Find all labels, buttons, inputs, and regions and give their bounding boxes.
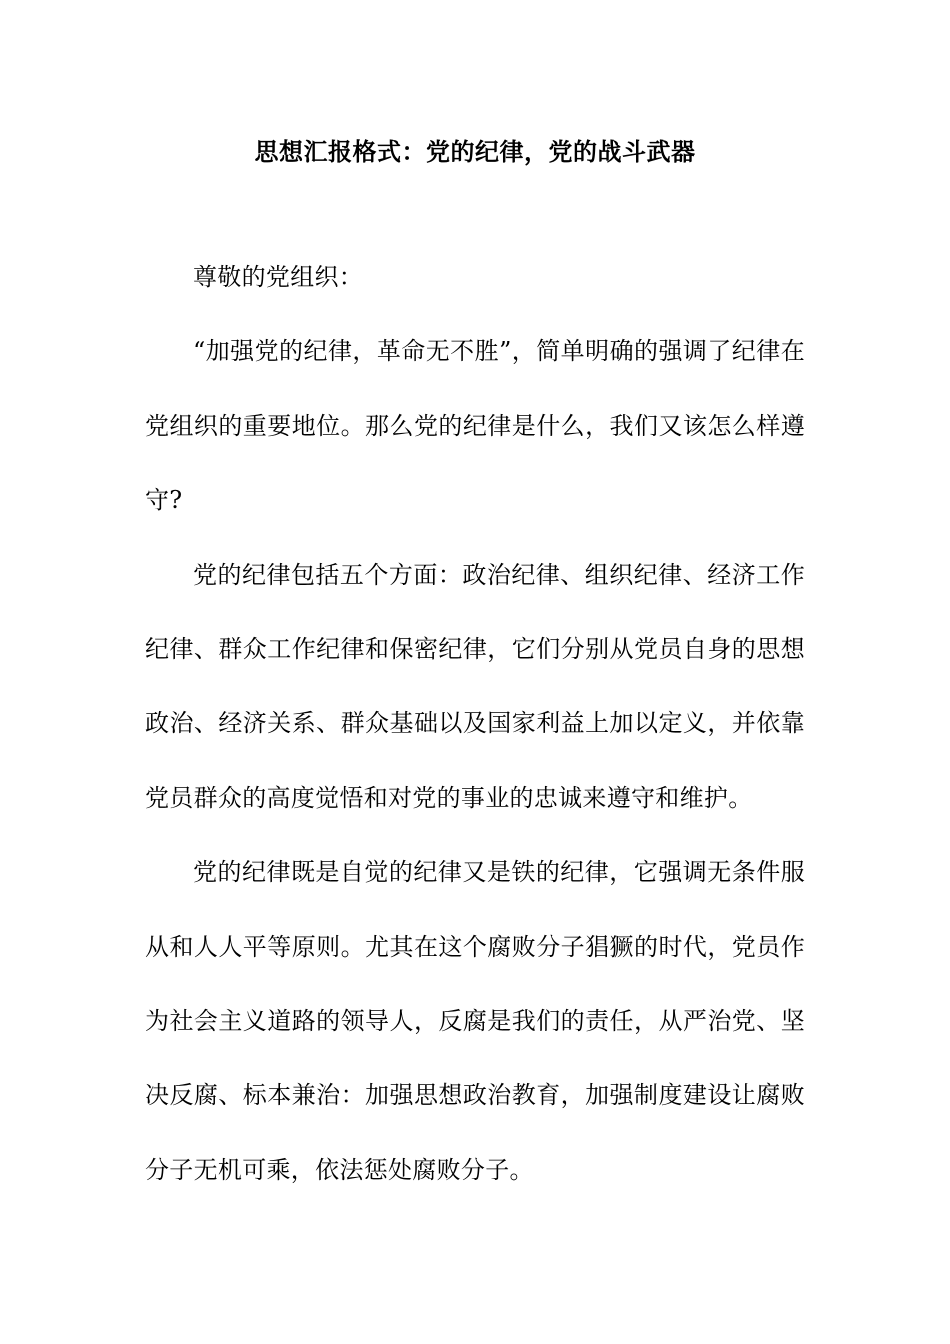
document-body xyxy=(145,240,805,1207)
paragraph-1: “加强党的纪律，革命无不胜”，简单明确的强调了纪律在党组织的重要地位。那么党的纪律是什么，我们又该怎么样遵守? xyxy=(145,337,805,515)
paragraph-2: 党的纪律包括五个方面：政治纪律、组织纪律、经济工作纪律、群众工作纪律和保密纪律，它们分别从党员自身的思想政治、经济关系、群众基础以及国家利益上加以定义，并依靠党员群众的高度觉悟和对党的事业的忠诚来遵守和维护。 xyxy=(145,560,805,812)
paragraph-3: 党的纪律既是自觉的纪律又是铁的纪律，它强调无条件服从和人人平等原则。尤其在这个腐败分子猖獗的时代，党员作为社会主义道路的领导人，反腐是我们的责任，从严治党、坚决反腐、标本兼治：加强思想政治教育，加强制度建设让腐败分子无机可乘，依法惩处腐败分子。 xyxy=(145,858,805,1184)
salutation: 尊敬的党组织： xyxy=(193,263,364,291)
document-title: 思想汇报格式：党的纪律，党的战斗武器 xyxy=(254,137,696,166)
